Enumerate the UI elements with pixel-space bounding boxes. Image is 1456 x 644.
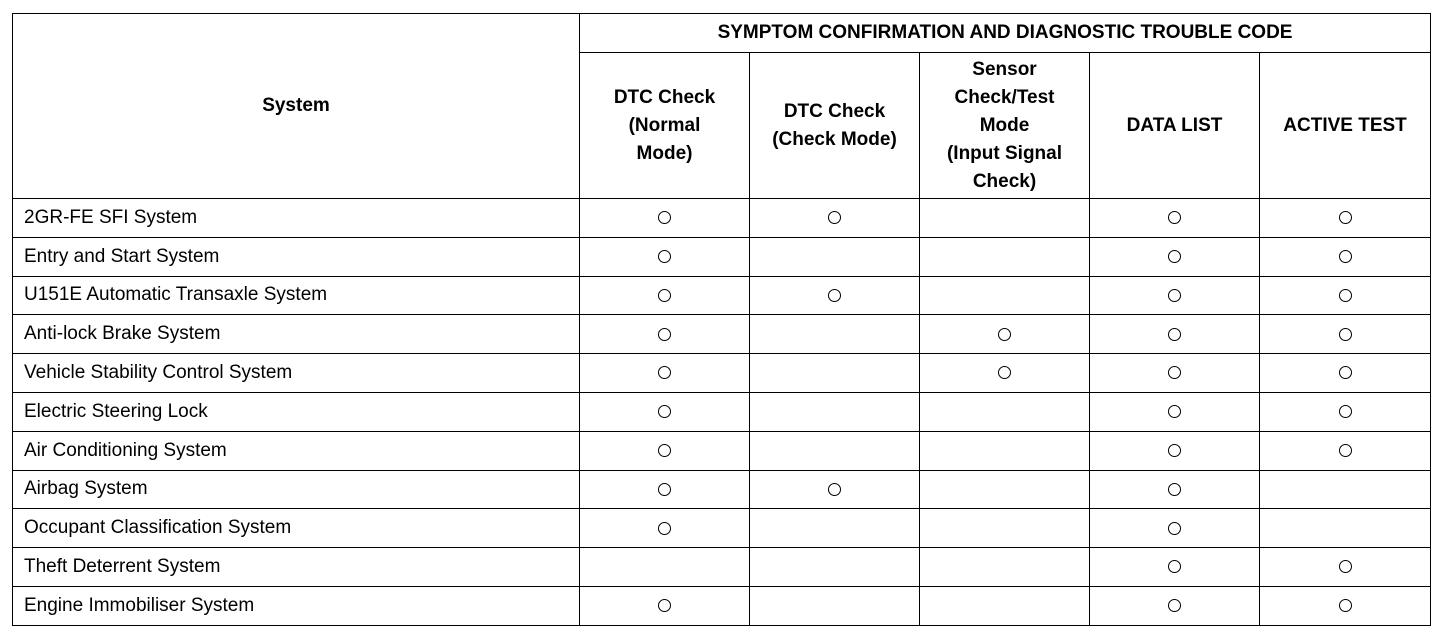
active-test-header: ACTIVE TEST: [1260, 53, 1431, 199]
circle-mark-icon: [1168, 599, 1181, 612]
mark-cell: [1090, 354, 1260, 393]
mark-cell: [580, 509, 750, 548]
mark-cell: [1090, 199, 1260, 238]
diagnostic-table: [12, 13, 1431, 626]
mark-cell: [580, 315, 750, 354]
mark-cell: [580, 470, 750, 509]
mark-cell: [1260, 586, 1431, 625]
circle-mark-icon: [1168, 444, 1181, 457]
table-row: [13, 237, 1431, 276]
system-name-cell: Air Conditioning System: [13, 431, 580, 470]
system-name-cell: Vehicle Stability Control System: [13, 354, 580, 393]
mark-cell: [580, 199, 750, 238]
table-row: [13, 199, 1431, 238]
mark-cell: [750, 509, 920, 548]
circle-mark-icon: [658, 522, 671, 535]
mark-cell: [750, 586, 920, 625]
mark-cell: [920, 470, 1090, 509]
mark-cell: [1090, 392, 1260, 431]
system-name-cell: 2GR-FE SFI System: [13, 199, 580, 238]
system-name-cell: Occupant Classification System: [13, 509, 580, 548]
circle-mark-icon: [1168, 250, 1181, 263]
system-name-cell: Electric Steering Lock: [13, 392, 580, 431]
circle-mark-icon: [998, 328, 1011, 341]
mark-cell: [920, 586, 1090, 625]
circle-mark-icon: [1168, 211, 1181, 224]
mark-cell: [920, 315, 1090, 354]
mark-cell: [750, 276, 920, 315]
mark-cell: [580, 431, 750, 470]
mark-cell: [1260, 199, 1431, 238]
system-name-cell: Theft Deterrent System: [13, 548, 580, 587]
system-name-cell: Anti-lock Brake System: [13, 315, 580, 354]
circle-mark-icon: [1339, 444, 1352, 457]
circle-mark-icon: [658, 250, 671, 263]
circle-mark-icon: [1168, 405, 1181, 418]
system-name-cell: Entry and Start System: [13, 237, 580, 276]
circle-mark-icon: [1339, 366, 1352, 379]
system-name-cell: Airbag System: [13, 470, 580, 509]
mark-cell: [1260, 315, 1431, 354]
circle-mark-icon: [1339, 211, 1352, 224]
table-row: [13, 315, 1431, 354]
mark-cell: [1260, 237, 1431, 276]
mark-cell: [1090, 276, 1260, 315]
mark-cell: [750, 354, 920, 393]
circle-mark-icon: [998, 366, 1011, 379]
mark-cell: [920, 237, 1090, 276]
mark-cell: [1260, 470, 1431, 509]
mark-cell: [750, 548, 920, 587]
mark-cell: [1260, 354, 1431, 393]
mark-cell: [1090, 315, 1260, 354]
mark-cell: [920, 548, 1090, 587]
system-column-header: System: [13, 14, 580, 199]
circle-mark-icon: [658, 599, 671, 612]
circle-mark-icon: [658, 444, 671, 457]
mark-cell: [1260, 431, 1431, 470]
circle-mark-icon: [1168, 289, 1181, 302]
mark-cell: [920, 431, 1090, 470]
mark-cell: [580, 237, 750, 276]
sensor-check-test-mode-header: Sensor Check/Test Mode (Input Signal Check): [920, 53, 1090, 199]
circle-mark-icon: [1168, 328, 1181, 341]
table-row: [13, 354, 1431, 393]
system-name-cell: U151E Automatic Transaxle System: [13, 276, 580, 315]
circle-mark-icon: [828, 211, 841, 224]
circle-mark-icon: [1168, 560, 1181, 573]
circle-mark-icon: [1339, 405, 1352, 418]
dtc-check-normal-mode-header: DTC Check (Normal Mode): [580, 53, 750, 199]
table-body: [13, 199, 1431, 626]
circle-mark-icon: [658, 289, 671, 302]
circle-mark-icon: [658, 211, 671, 224]
system-name-cell: Engine Immobiliser System: [13, 586, 580, 625]
data-list-header: DATA LIST: [1090, 53, 1260, 199]
mark-cell: [580, 276, 750, 315]
table-row: [13, 276, 1431, 315]
circle-mark-icon: [828, 289, 841, 302]
circle-mark-icon: [658, 405, 671, 418]
table-row: [13, 431, 1431, 470]
circle-mark-icon: [658, 366, 671, 379]
mark-cell: [1090, 431, 1260, 470]
mark-cell: [920, 509, 1090, 548]
circle-mark-icon: [658, 328, 671, 341]
mark-cell: [580, 586, 750, 625]
circle-mark-icon: [1339, 289, 1352, 302]
dtc-check-check-mode-header: DTC Check (Check Mode): [750, 53, 920, 199]
mark-cell: [580, 548, 750, 587]
mark-cell: [1260, 392, 1431, 431]
table-row: [13, 548, 1431, 587]
mark-cell: [920, 276, 1090, 315]
mark-cell: [1090, 509, 1260, 548]
mark-cell: [1090, 237, 1260, 276]
mark-cell: [1260, 276, 1431, 315]
mark-cell: [580, 392, 750, 431]
mark-cell: [1260, 548, 1431, 587]
circle-mark-icon: [1168, 483, 1181, 496]
mark-cell: [750, 315, 920, 354]
table-row: [13, 392, 1431, 431]
mark-cell: [750, 237, 920, 276]
mark-cell: [750, 431, 920, 470]
mark-cell: [920, 354, 1090, 393]
mark-cell: [580, 354, 750, 393]
mark-cell: [920, 392, 1090, 431]
mark-cell: [1260, 509, 1431, 548]
table-row: [13, 586, 1431, 625]
circle-mark-icon: [1339, 599, 1352, 612]
mark-cell: [750, 470, 920, 509]
mark-cell: [750, 392, 920, 431]
circle-mark-icon: [1339, 328, 1352, 341]
mark-cell: [1090, 586, 1260, 625]
mark-cell: [1090, 470, 1260, 509]
circle-mark-icon: [828, 483, 841, 496]
circle-mark-icon: [1168, 366, 1181, 379]
circle-mark-icon: [1168, 522, 1181, 535]
circle-mark-icon: [1339, 560, 1352, 573]
symptom-confirmation-group-header: SYMPTOM CONFIRMATION AND DIAGNOSTIC TROUBLE CODE: [580, 14, 1431, 53]
mark-cell: [1090, 548, 1260, 587]
table-row: [13, 509, 1431, 548]
circle-mark-icon: [658, 483, 671, 496]
table-row: [13, 470, 1431, 509]
mark-cell: [920, 199, 1090, 238]
mark-cell: [750, 199, 920, 238]
circle-mark-icon: [1339, 250, 1352, 263]
